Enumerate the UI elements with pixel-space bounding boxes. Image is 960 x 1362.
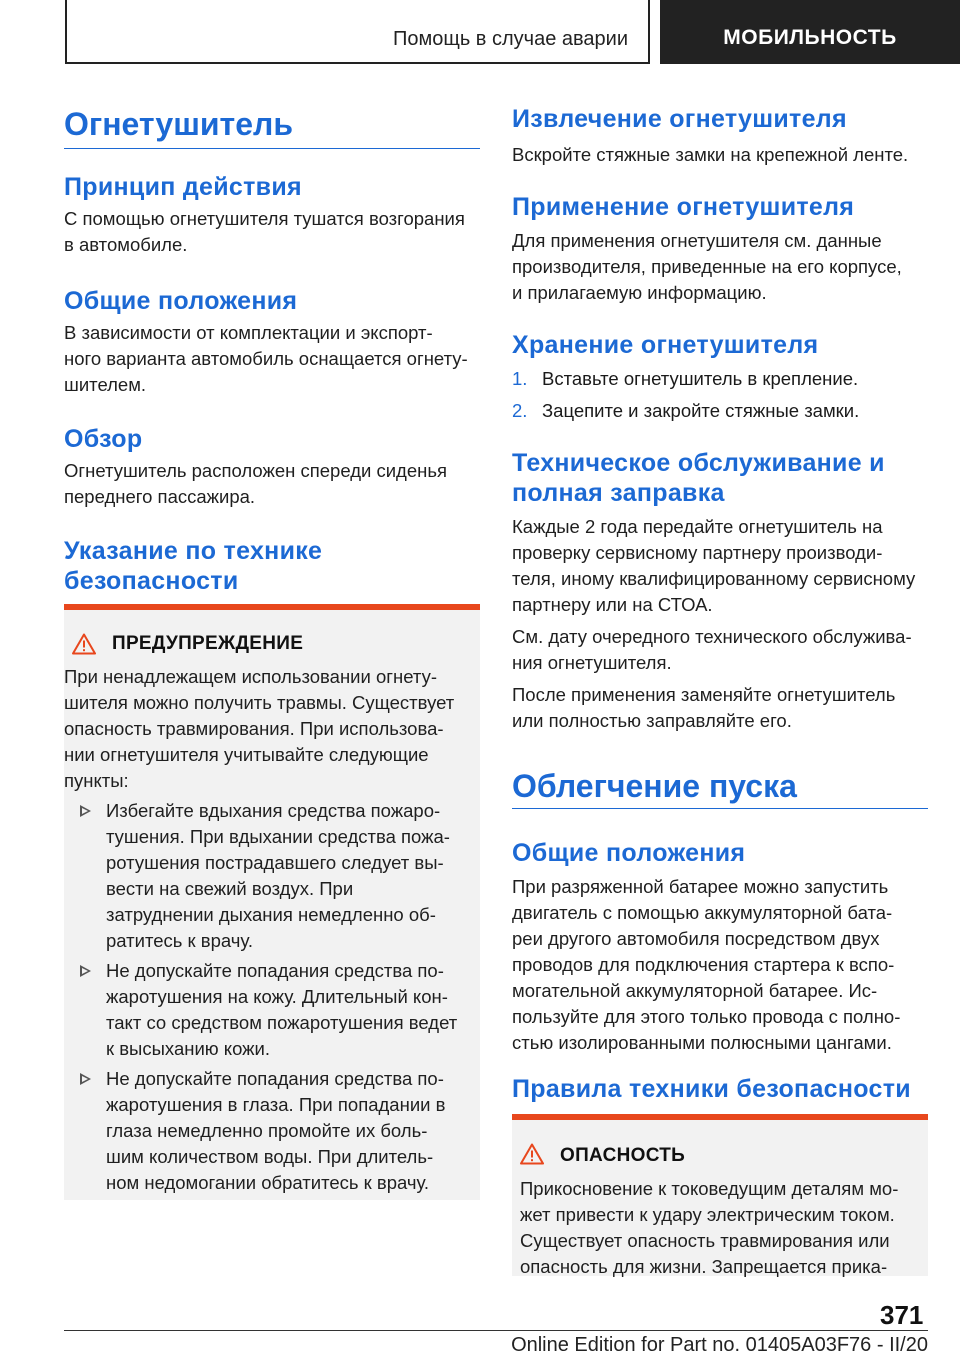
bullet-1-line-1: Избегайте вдыхания средства пожаро-	[106, 800, 441, 821]
text-general-2: ного варианта автомобиль оснащается огнету-	[64, 348, 468, 369]
step-number: 1.	[512, 368, 528, 389]
danger-title: ОПАСНОСТЬ	[560, 1145, 686, 1166]
text-maint-p3-2: или полностью заправляйте его.	[512, 710, 792, 731]
text-maint-p2-1: См. дату очередного технического обслужива-	[512, 626, 912, 647]
step-text: Зацепите и закройте стяжные замки.	[542, 400, 860, 421]
warning-text-4: нии огнетушителя учитывайте следующие	[64, 744, 429, 765]
bullet-1-line-5: затруднении дыхания немедленно об-	[106, 904, 436, 925]
title-rule	[64, 148, 480, 149]
step-text: Вставьте огнетушитель в крепление.	[542, 368, 859, 389]
bullet-3-line-3: глаза немедленно промойте их боль-	[106, 1120, 428, 1141]
text-maint-p2-2: ния огнетушителя.	[512, 652, 672, 673]
text-usage-2: производителя, приведенные на его корпусе,	[512, 256, 902, 277]
heading-principle: Принцип действия	[64, 173, 302, 201]
text-jump-1: При разряженной батарее можно запустить	[512, 876, 889, 897]
header-chapter-tab: МОБИЛЬНОСТЬ	[660, 0, 960, 64]
heading-safety-rules: Правила техники безопасности	[512, 1075, 911, 1103]
warning-title: ПРЕДУПРЕЖДЕНИЕ	[112, 633, 304, 654]
text-maint-p1-4: партнеру или на СТОА.	[512, 594, 713, 615]
text-overview-2: переднего пассажира.	[64, 486, 256, 507]
bullet-1-line-2: тушения. При вдыхании средства пожа-	[106, 826, 450, 847]
step-number: 2.	[512, 400, 528, 421]
heading-maintenance-2: полная заправка	[512, 479, 725, 507]
text-jump-7: стью изолированными полюсными цангами.	[512, 1032, 892, 1053]
danger-triangle-icon	[520, 1143, 544, 1165]
bullet-3-line-4: шим количеством воды. При длитель-	[106, 1146, 434, 1167]
bullet-3-line-5: ном недомогании обратитесь к врачу.	[106, 1172, 430, 1193]
heading-jump-general: Общие положения	[512, 839, 746, 867]
text-principle-2: в автомобиле.	[64, 234, 188, 255]
text-general-3: шителем.	[64, 374, 147, 395]
text-maint-p3-1: После применения заменяйте огнетушитель	[512, 684, 896, 705]
storage-step-2	[512, 398, 859, 424]
bullet-1-line-3: ротушения пострадавшего следует вы-	[106, 852, 444, 873]
danger-text-2: жет привести к удару электрическим током.	[520, 1204, 895, 1225]
warning-text-5: пункты:	[64, 770, 129, 791]
bullet-3-line-1: Не допускайте попадания средства по-	[106, 1068, 444, 1089]
text-maint-p1-1: Каждые 2 года передайте огнетушитель на	[512, 516, 883, 537]
bullet-2-line-1: Не допускайте попадания средства по-	[106, 960, 444, 981]
storage-step-1	[512, 366, 858, 392]
heading-safety-1: Указание по технике	[64, 537, 323, 565]
warning-text-2: шителя можно получить травмы. Существует	[64, 692, 455, 713]
bullet-1-line-4: вести на свежий воздух. При	[106, 878, 354, 899]
header-section-box	[65, 0, 650, 64]
heading-general: Общие положения	[64, 287, 298, 315]
text-maint-p1-2: проверку сервисному партнеру производи-	[512, 542, 883, 563]
heading-safety-2: безопасности	[64, 567, 239, 595]
page-number: 371	[880, 1300, 924, 1330]
text-principle-1: С помощью огнетушителя тушатся возгорания	[64, 208, 465, 229]
text-jump-4: проводов для подключения стартера к вспо-	[512, 954, 895, 975]
bullet-2-line-4: к высыханию кожи.	[106, 1038, 271, 1059]
bullet-2-line-3: такт со средством пожаротушения ведет	[106, 1012, 458, 1033]
page-title-jumpstart: Облегчение пуска	[512, 768, 797, 804]
text-overview-1: Огнетушитель расположен спереди сиденья	[64, 460, 448, 481]
bullet-2-line-2: жаротушения на кожу. Длительный кон-	[106, 986, 448, 1007]
bullet-triangle-icon	[80, 805, 91, 817]
text-jump-2: двигатель с помощью аккумуляторной бата-	[512, 902, 893, 923]
heading-maintenance-1: Техническое обслуживание и	[512, 449, 885, 477]
text-usage-1: Для применения огнетушителя см. данные	[512, 230, 882, 251]
text-usage-3: и прилагаемую информацию.	[512, 282, 767, 303]
bullet-triangle-icon	[80, 1073, 91, 1085]
bullet-triangle-icon	[80, 965, 91, 977]
text-jump-5: могательной аккумуляторной батарее. Ис-	[512, 980, 878, 1001]
text-jump-6: пользуйте для этого только провода с полно-	[512, 1006, 901, 1027]
title-rule	[512, 808, 928, 809]
page-title-extinguisher: Огнетушитель	[64, 106, 293, 142]
bullet-3-line-2: жаротушения в глаза. При попадании в	[106, 1094, 446, 1115]
warning-triangle-icon	[72, 633, 96, 655]
text-removal-1: Вскройте стяжные замки на крепежной ленте.	[512, 144, 909, 165]
bullet-1-line-6: ратитесь к врачу.	[106, 930, 253, 951]
danger-text-1: Прикосновение к токоведущим деталям мо-	[520, 1178, 899, 1199]
text-general-1: В зависимости от комплектации и экспорт-	[64, 322, 433, 343]
text-maint-p1-3: теля, иному квалифицированному сервисному	[512, 568, 916, 589]
warning-text-3: опасность травмирования. При использова-	[64, 718, 444, 739]
header-section-title: Помощь в случае аварии	[393, 28, 628, 50]
footer-edition: Online Edition for Part no. 01405A03F76 - II/20	[511, 1334, 928, 1356]
heading-overview: Обзор	[64, 425, 143, 453]
text-jump-3: реи другого автомобиля посредством двух	[512, 928, 880, 949]
heading-usage: Применение огнетушителя	[512, 193, 855, 221]
danger-text-4: опасность для жизни. Запрещается прика-	[520, 1256, 888, 1277]
danger-text-3: Существует опасность травмирования или	[520, 1230, 890, 1251]
warning-text-1: При ненадлежащем использовании огнету-	[64, 666, 437, 687]
heading-storage: Хранение огнетушителя	[512, 331, 819, 359]
heading-removal: Извлечение огнетушителя	[512, 105, 847, 133]
footer-rule	[64, 1330, 928, 1331]
